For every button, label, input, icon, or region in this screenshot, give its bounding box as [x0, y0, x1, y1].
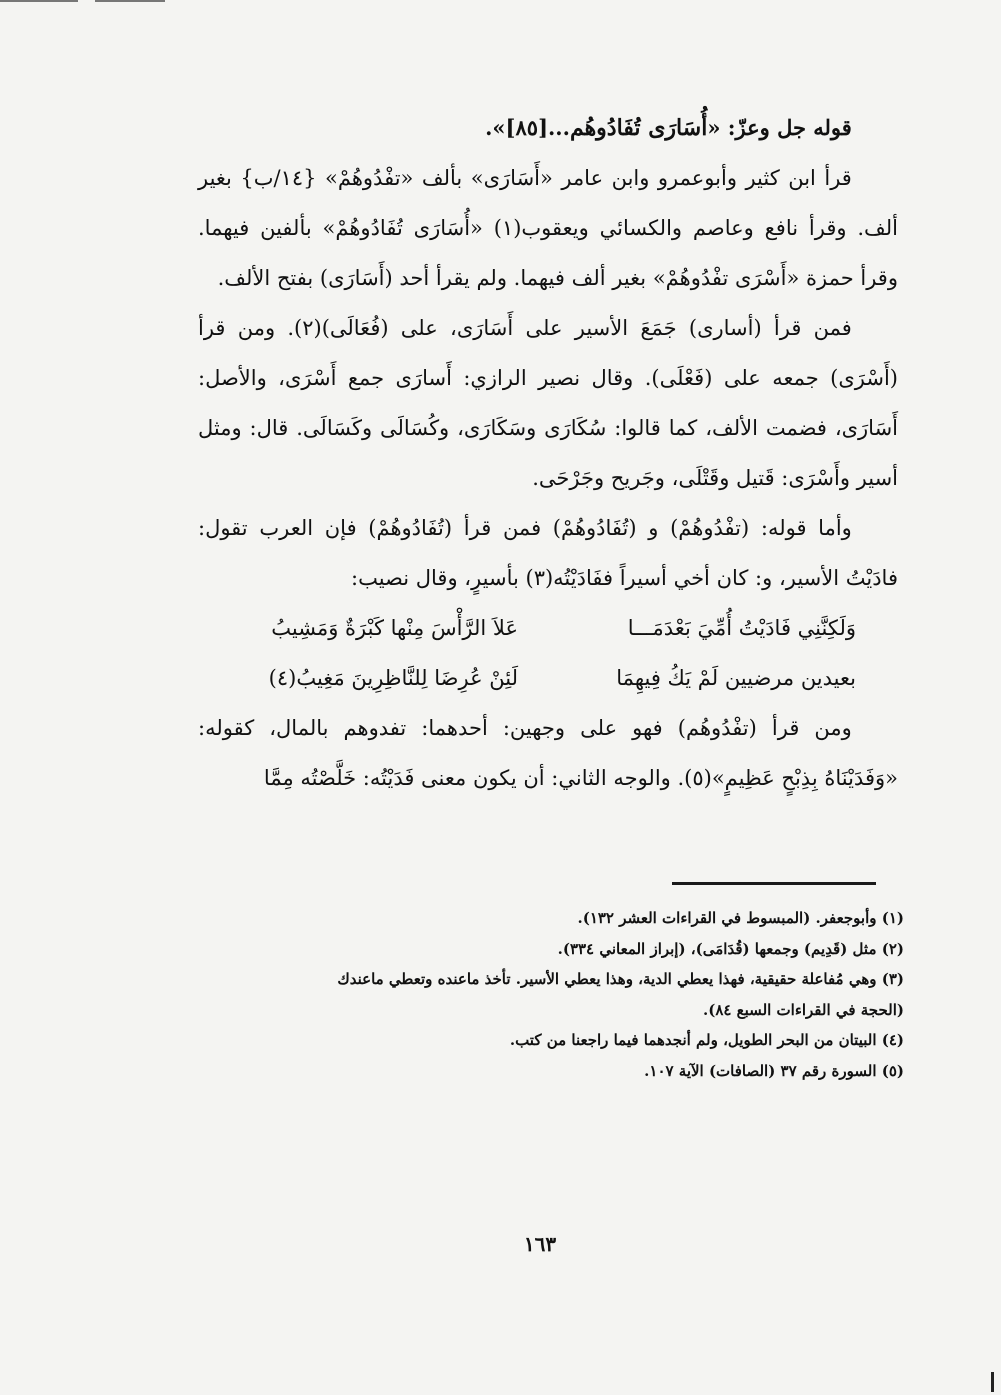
footnote-2	[205, 934, 904, 965]
heading-suffix: ...[٨٥]».	[485, 115, 570, 140]
page-number: ١٦٣	[523, 1232, 557, 1256]
verse-heading	[198, 103, 898, 153]
footnote-number: (٢)	[881, 939, 904, 958]
footnote-number: (٤)	[881, 1031, 904, 1049]
footnote-1	[205, 903, 904, 934]
footnote-3	[205, 964, 904, 995]
verse-1-second-hemistich: عَلاَ الرَّأْسَ مِنْها كَبْرَةٌ وَمَشِيبُ	[271, 616, 518, 640]
verse-2-first-hemistich: بعيدين مرضيين لَمْ يَكُ فِيهِمَا	[616, 666, 856, 690]
verse-1-first-hemistich: وَلَكِنَّنِي فَادَيْتُ أُمِّيَ بَعْدَمَـــا	[627, 616, 856, 640]
footnote-text: وهي مُفاعلة حقيقية، فهذا يعطي الدية، وهذا يعطي الأسير. تأخذ ماعنده وتعطي ماعندك	[337, 970, 877, 988]
footnote-3-continuation: (الحجة في القراءات السبع ٨٤).	[703, 1000, 904, 1019]
footnote-text: البيتان من البحر الطويل، ولم أنجدهما فيما راجعنا من كتب.	[509, 1031, 877, 1049]
footnote-4	[205, 1025, 904, 1056]
footnote-text: وأبوجعفر. (المبسوط في القراءات العشر ١٣٢).	[577, 909, 877, 927]
footnote-text: السورة رقم ٣٧ (الصافات) الآية ١٠٧.	[644, 1061, 877, 1080]
footnote-separator	[672, 882, 876, 885]
heading-quranic-phrase: أُسَارَى تُفَادُوهُم	[569, 115, 708, 141]
footnotes	[205, 903, 904, 1086]
poetry-verse-2	[198, 653, 898, 703]
footnote-number: (١)	[881, 909, 904, 927]
paragraph-readings: قرأ ابن كثير وأبوعمرو وابن عامر «أَسَارَى» بألف «تفْدُوهُمْ» {١٤/ب} بغير ألف. وقرأ نافع وعاصم والكسائي ويعقوب(١) «أُسَارَى تُفَادُوهُمْ» بألفين فيهما. وقرأ حمزة «أَسْرَى تفْدُوهُمْ» بغير ألف فيهما. ولم يقرأ أحد (أَسَارَى) بفتح الألف.	[198, 166, 899, 290]
footnote-number: (٥)	[881, 1061, 904, 1080]
paragraph-plural-forms: فمن قرأ (أساری) جَمَعَ الأسير على أَسَارَى، على (فُعَالَى)(٢). ومن قرأ (أَسْرَى) جمعه على (فَعْلَى). وقال نصير الرازي: أَسارَى جمع أَسْرَى، والأصل: أَسَارَى، فضمت الألف، كما قالوا: سُكَارَى وسَكَارَى، وكُسَالَى وكَسَالَى. قال: ومثل أسير وأَسْرَى: قَتيل وقَتْلَى، وجَريح وجَرْحَى.	[198, 316, 898, 490]
page-top-edge-mark	[0, 0, 78, 2]
footnote-number: (٣)	[881, 970, 904, 988]
paragraph-tufaduhum: وأما قوله: (تفْدُوهُمْ) و (تُفَادُوهُمْ) فمن قرأ (تُفَادُوهُمْ) فإن العرب تقول: فادَيْتُ الأسير، و: كان أخي أسيراً ففَادَيْتُه(٣) بأسيرٍ، وقال نصيب:	[198, 516, 898, 590]
main-text-block	[198, 103, 898, 803]
poetry-verse-1	[198, 603, 898, 653]
footnote-text: مثل (قَدِيم) وجمعها (قُدَامَى)، (إبراز المعاني ٣٣٤).	[557, 939, 877, 958]
verse-2-second-hemistich: لَئِنْ عُرِضَا لِلنَّاظِرِينَ مَغِيبُ(٤)	[268, 666, 518, 690]
heading-prefix: قوله جل وعزّ: «	[707, 115, 852, 140]
paragraph-tafduhum: ومن قرأ (تفْدُوهُم) فهو على وجهين: أحدهما: تفدوهم بالمال، كقوله: «وَفَدَيْنَاهُ بِذِبْحٍ عَظِيمٍ»(٥). والوجه الثاني: أن يكون معنى فَدَيْتُه: خَلَّصْتُه مِمَّا	[198, 716, 898, 790]
footnote-5	[205, 1056, 904, 1087]
page-top-edge-mark	[95, 0, 165, 2]
scan-corner-mark	[991, 1372, 994, 1392]
body-text	[198, 103, 898, 803]
